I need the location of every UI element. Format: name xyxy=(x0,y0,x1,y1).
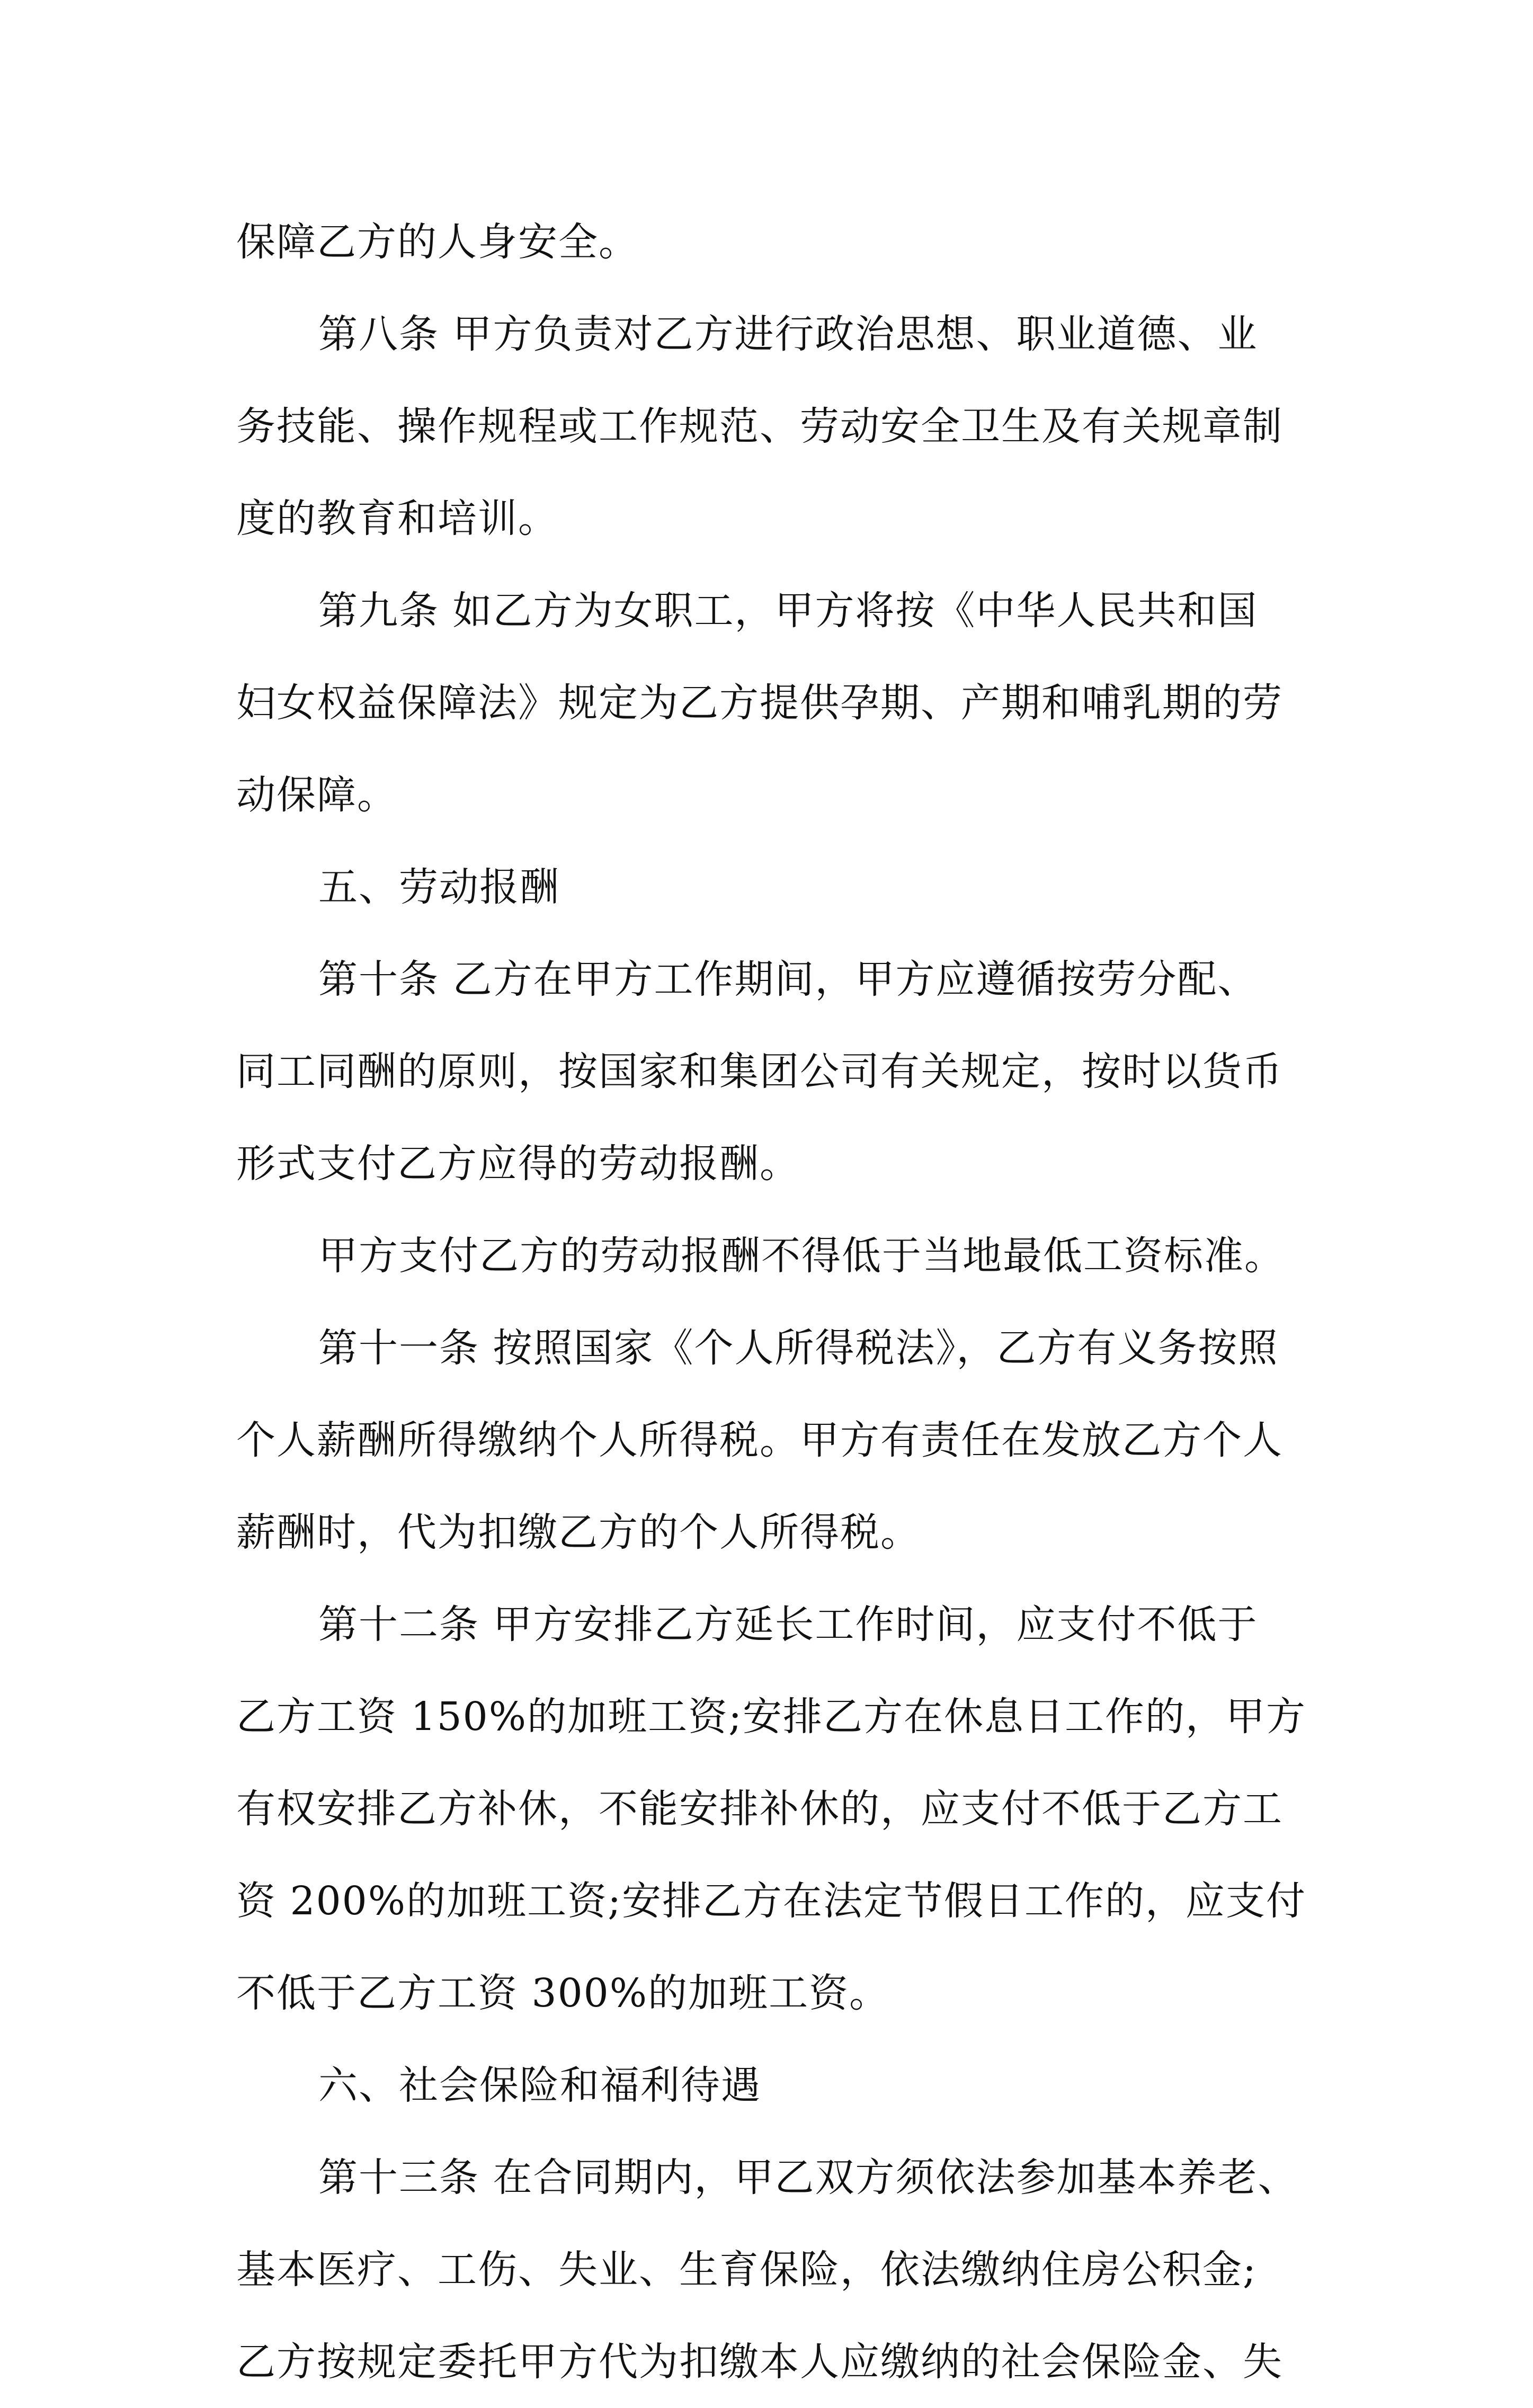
text-line: 甲方支付乙方的劳动报酬不得低于当地最低工资标准。 xyxy=(318,1233,1285,1279)
text-line: 基本医疗、工伤、失业、生育保险，依法缴纳住房公积金; xyxy=(236,2247,1257,2293)
text-line: 妇女权益保障法》规定为乙方提供孕期、产期和哺乳期的劳 xyxy=(236,680,1283,726)
text-line: 不低于乙方工资 300%的加班工资。 xyxy=(236,1970,890,2016)
text-line: 第十一条 按照国家《个人所得税法》，乙方有义务按照 xyxy=(318,1325,1279,1371)
text-line: 第九条 如乙方为女职工，甲方将按《中华人民共和国 xyxy=(318,588,1258,634)
text-line: 动保障。 xyxy=(236,772,397,818)
text-line: 保障乙方的人身安全。 xyxy=(236,219,639,265)
text-line: 资 200%的加班工资;安排乙方在法定节假日工作的，应支付 xyxy=(236,1878,1307,1924)
text-line: 个人薪酬所得缴纳个人所得税。甲方有责任在发放乙方个人 xyxy=(236,1417,1283,1463)
text-line: 有权安排乙方补休，不能安排补休的，应支付不低于乙方工 xyxy=(236,1786,1283,1832)
text-line: 形式支付乙方应得的劳动报酬。 xyxy=(236,1141,800,1187)
text-line: 乙方按规定委托甲方代为扣缴本人应缴纳的社会保险金、失 xyxy=(236,2339,1283,2385)
text-line: 第十条 乙方在甲方工作期间，甲方应遵循按劳分配、 xyxy=(318,957,1258,1002)
document-body xyxy=(236,196,1312,2408)
text-line: 务技能、操作规程或工作规范、劳动安全卫生及有关规章制 xyxy=(236,404,1283,449)
text-line: 乙方工资 150%的加班工资;安排乙方在休息日工作的，甲方 xyxy=(236,1694,1307,1740)
section-heading: 六、社会保险和福利待遇 xyxy=(318,2063,761,2108)
text-line: 度的教育和培训。 xyxy=(236,496,558,541)
section-heading: 五、劳动报酬 xyxy=(318,864,560,910)
text-line: 同工同酬的原则，按国家和集团公司有关规定，按时以货币 xyxy=(236,1049,1283,1094)
text-line: 第八条 甲方负责对乙方进行政治思想、职业道德、业 xyxy=(318,311,1258,357)
text-line: 第十三条 在合同期内，甲乙双方须依法参加基本养老、 xyxy=(318,2155,1298,2200)
text-line: 薪酬时，代为扣缴乙方的个人所得税。 xyxy=(236,1510,921,1555)
text-line: 第十二条 甲方安排乙方延长工作时间，应支付不低于 xyxy=(318,1602,1258,1647)
